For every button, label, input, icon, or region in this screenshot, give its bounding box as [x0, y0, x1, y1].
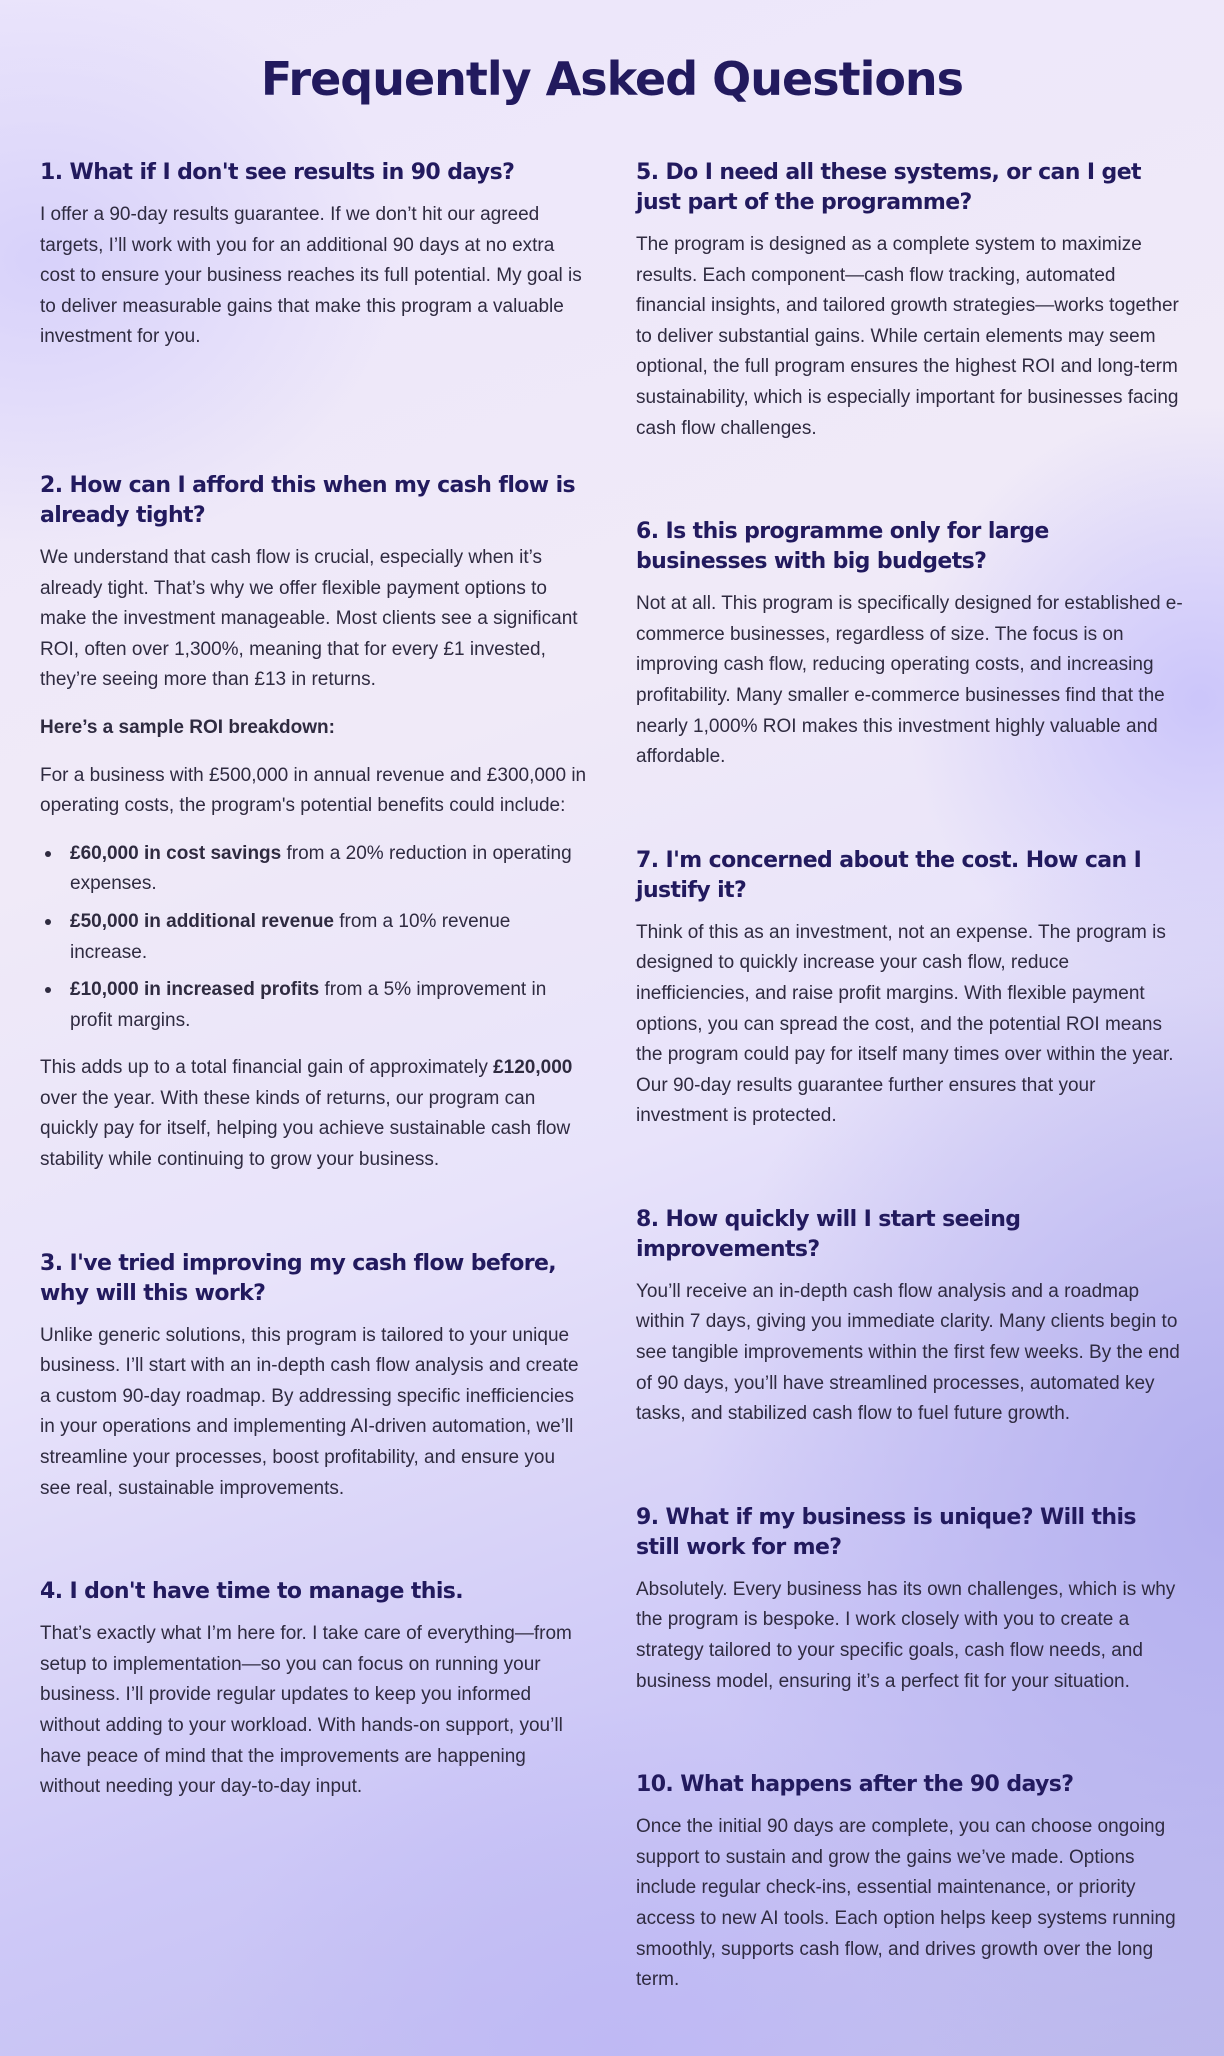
faq-item-5: [636, 158, 1186, 444]
faq-item-7: [636, 846, 1186, 1132]
roi-intro: For a business with £500,000 in annual revenue and £300,000 in operating costs, the program's potential benefits could include:: [40, 764, 587, 817]
faq-answer: I offer a 90-day results guarantee. If we don’t hit our agreed targets, I’ll work with you for an additional 90 days at no extra cost to ensure your business reaches its full potential. My goal is to deliver measurable gains that make this program a valuable investment for you.: [40, 204, 582, 348]
list-item: £50,000 in additional revenue from a 10% revenue increase.: [70, 907, 590, 968]
faq-question: 8. How quickly will I start seeing improvements?: [636, 1206, 1021, 1262]
faq-answer: We understand that cash flow is crucial, especially when it’s already tight. That’s why we offer flexible payment options to make the investment manageable. Most clients see a significant ROI, often over 1,300%, meaning that for every £1 invested, they’re seeing more than £13 in returns.: [40, 546, 578, 691]
faq-answer: Think of this as an investment, not an expense. The program is designed to quickly increase your cash flow, reduce inefficiencies, and raise profit margins. With flexible payment options, you can spread the cost, and the potential ROI means the program could pay for itself many times over within the year. Our 90-day results guarantee further ensures that your investment is protected.: [636, 921, 1174, 1127]
faq-question: 9. What if my business is unique? Will this still work for me?: [636, 1504, 1136, 1560]
faq-question: 2. How can I afford this when my cash flow is already tight?: [40, 472, 576, 528]
faq-question: 1. What if I don't see results in 90 days?: [40, 160, 515, 185]
list-item: £10,000 in increased profits from a 5% improvement in profit margins.: [70, 975, 590, 1036]
roi-summary: This adds up to a total financial gain of approximately £120,000 over the year. With these kinds of returns, our program can quickly pay for itself, helping you achieve sustainable cash flow stability while continuing to grow your business.: [40, 1057, 573, 1171]
faq-item-1: [40, 158, 590, 353]
faq-answer: Unlike generic solutions, this program is tailored to your unique business. I’ll start with an in-depth cash flow analysis and create a custom 90-day roadmap. By addressing specific inefficiencies in your operations and implementing AI-driven automation, we’ll streamline your processes, boost profitability, and ensure you see real, sustainable improvements.: [40, 1324, 579, 1499]
faq-answer: That’s exactly what I’m here for. I take care of everything—from setup to implementation—so you can focus on running your business. I’ll provide regular updates to keep you informed without adding to your workload. With hands-on support, you’ll have peace of mind that the improvements are happening without needing your day-to-day input.: [40, 1623, 572, 1798]
faq-question: 6. Is this programme only for large businesses with big budgets?: [636, 519, 1049, 575]
page-title: Frequently Asked Questions: [260, 52, 964, 106]
faq-item-9: [636, 1503, 1186, 1697]
faq-item-8: [636, 1205, 1186, 1430]
faq-answer: Once the initial 90 days are complete, you can choose ongoing support to sustain and grow the gains we’ve made. Options include regular check-ins, essential maintenance, or priority access to new AI tools. Each option helps keep systems running smoothly, supports cash flow, and drives growth over the long term.: [636, 1816, 1176, 1991]
faq-question: 5. Do I need all these systems, or can I get just part of the programme?: [636, 160, 1141, 215]
faq-column-right: [636, 158, 1186, 2013]
faq-item-2: [40, 471, 590, 1176]
faq-column-left: [40, 158, 590, 1820]
list-item: £60,000 in cost savings from a 20% reduction in operating expenses.: [70, 839, 590, 900]
roi-benefits-list: [40, 839, 590, 1037]
faq-question: 3. I've tried improving my cash flow before, why will this work?: [40, 1250, 557, 1306]
faq-answer: Not at all. This program is specifically designed for established e-commerce businesses, regardless of size. The focus is on improving cash flow, reducing operating costs, and increasing profitability. Many smaller e-commerce businesses find that the nearly 1,000% ROI makes this investment highly valuable and affordable.: [636, 593, 1183, 768]
faq-answer: Absolutely. Every business has its own challenges, which is why the program is bespoke. I work closely with you to create a strategy tailored to your specific goals, cash flow needs, and business model, ensuring it’s a perfect fit for your situation.: [636, 1578, 1176, 1692]
faq-answer: You’ll receive an in-depth cash flow analysis and a roadmap within 7 days, giving you immediate clarity. Many clients begin to see tangible improvements within the first few weeks. By the end of 90 days, you’ll have streamlined processes, automated key tasks, and stabilized cash flow to fuel future growth.: [636, 1280, 1180, 1425]
roi-breakdown-heading: Here’s a sample ROI breakdown:: [40, 716, 335, 738]
faq-question: 4. I don't have time to manage this.: [40, 1579, 464, 1605]
faq-question: 10. What happens after the 90 days?: [636, 1772, 1074, 1798]
faq-item-10: [636, 1770, 1186, 1996]
faq-item-3: [40, 1249, 590, 1505]
faq-item-4: [40, 1577, 590, 1803]
faq-question: 7. I'm concerned about the cost. How can I justify it?: [636, 847, 1142, 903]
faq-answer: The program is designed as a complete system to maximize results. Each component—cash flow tracking, automated financial insights, and tailored growth strategies—works together to deliver substantial gains. While certain elements may seem optional, the full program ensures the highest ROI and long-term sustainability, which is especially important for businesses facing cash flow challenges.: [636, 234, 1179, 439]
faq-item-6: [636, 517, 1186, 773]
